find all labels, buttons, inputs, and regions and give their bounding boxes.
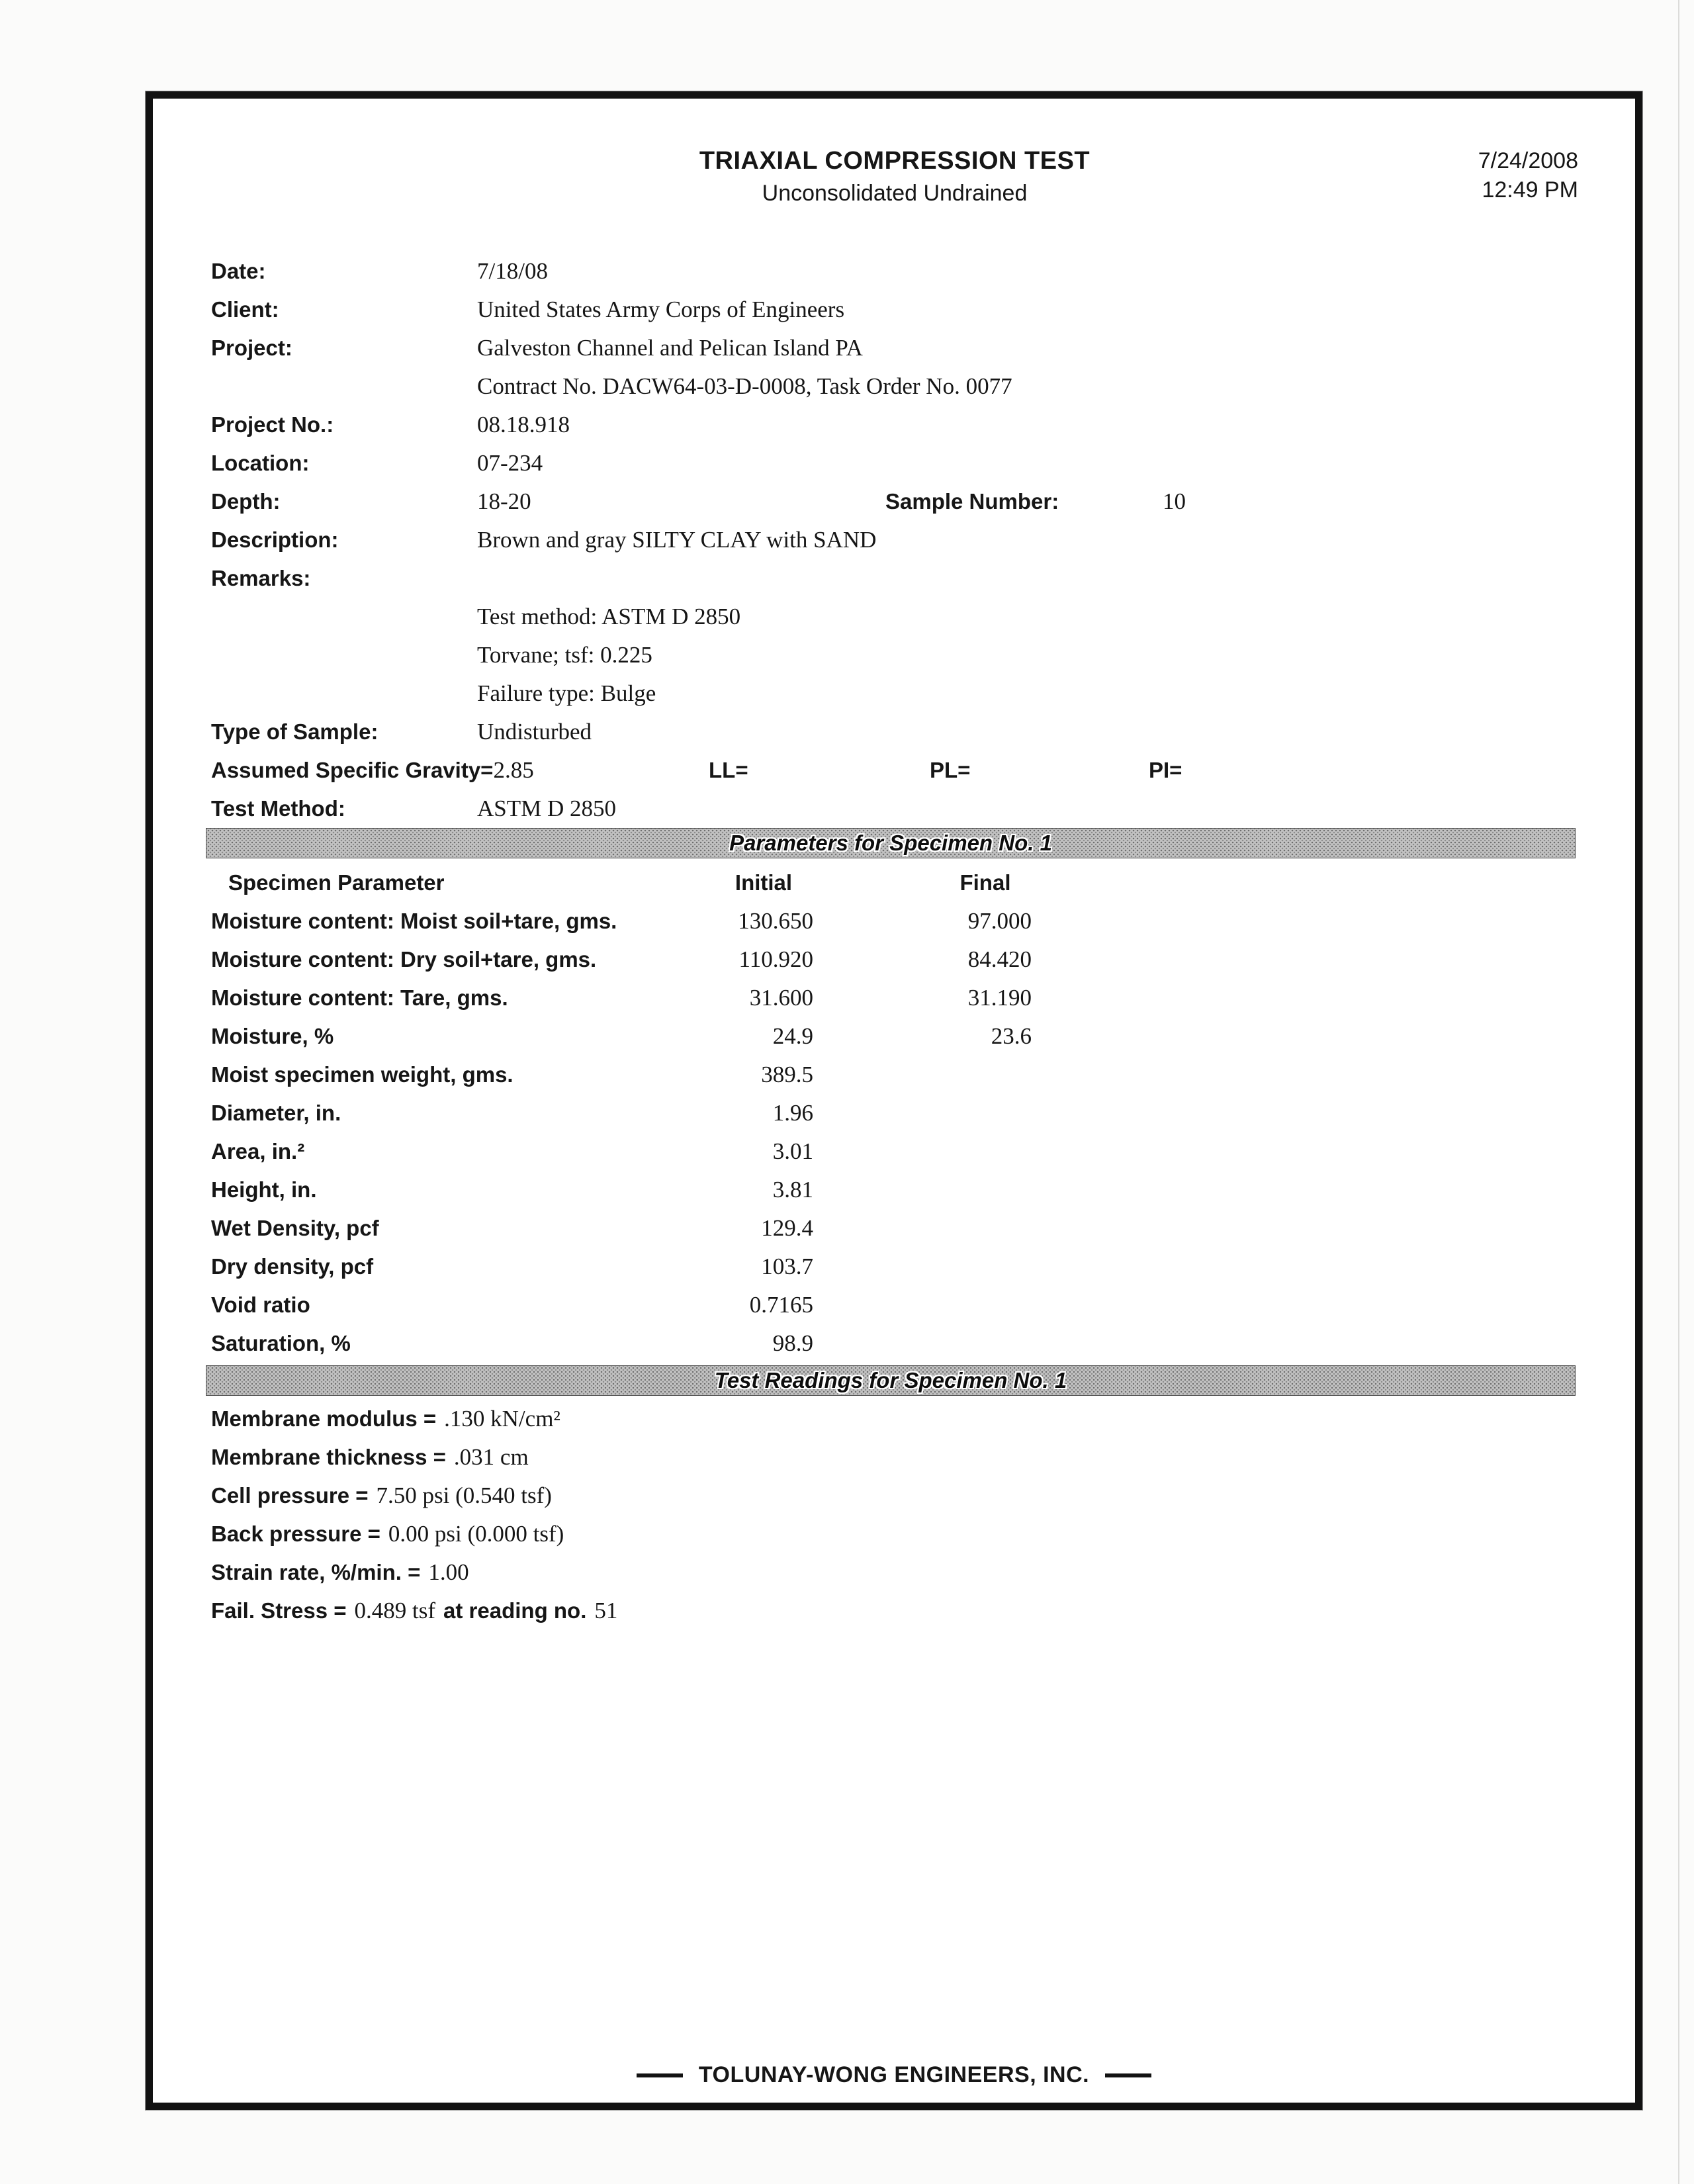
print-date: 7/24/2008 xyxy=(1478,148,1578,173)
field-label-client: Client: xyxy=(211,297,279,322)
param-initial: 103.7 xyxy=(761,1253,813,1279)
param-final: 84.420 xyxy=(967,946,1032,972)
param-initial: 130.650 xyxy=(738,908,813,934)
reading-line xyxy=(211,1592,1578,1630)
field-label-ll: LL= xyxy=(709,758,748,782)
param-initial: 0.7165 xyxy=(749,1292,813,1318)
field-value-project-no: 08.18.918 xyxy=(477,412,570,437)
field-label-sample-number: Sample Number: xyxy=(885,489,1059,514)
param-initial: 110.920 xyxy=(738,946,813,972)
table-row xyxy=(211,940,1578,979)
reading-value: 0.00 psi (0.000 tsf) xyxy=(388,1521,564,1547)
table-row xyxy=(211,1324,1578,1363)
param-name: Moisture content: Moist soil+tare, gms. xyxy=(211,909,617,933)
field-label-type-of-sample: Type of Sample: xyxy=(211,719,379,744)
field-value-project: Galveston Channel and Pelican Island PA xyxy=(477,335,863,361)
field-label-date: Date: xyxy=(211,259,266,283)
table-row xyxy=(211,902,1578,940)
table-row xyxy=(211,1132,1578,1171)
table-row xyxy=(211,1017,1578,1056)
field-label-pl: PL= xyxy=(930,758,971,782)
reading-value: .130 kN/cm² xyxy=(444,1406,560,1432)
field-label-project: Project: xyxy=(211,336,292,360)
field-label-description: Description: xyxy=(211,527,339,552)
reading-value: 0.489 tsf xyxy=(354,1598,436,1623)
field-label-location: Location: xyxy=(211,451,310,475)
info-row-failure-note xyxy=(211,674,1578,713)
reading-label: Membrane modulus = xyxy=(211,1406,437,1431)
reading-label: Membrane thickness = xyxy=(211,1445,446,1469)
field-value-depth: 18-20 xyxy=(477,488,531,514)
reading-value: 7.50 psi (0.540 tsf) xyxy=(376,1482,552,1508)
table-row xyxy=(211,1286,1578,1324)
param-name: Moist specimen weight, gms. xyxy=(211,1062,513,1087)
info-row-location xyxy=(211,444,1578,482)
field-value-test-method: ASTM D 2850 xyxy=(477,796,617,821)
param-name: Wet Density, pcf xyxy=(211,1216,379,1240)
param-name: Saturation, % xyxy=(211,1331,351,1355)
reading-value-secondary: 51 xyxy=(594,1598,618,1623)
param-final: 31.190 xyxy=(967,985,1032,1011)
note-failure-type: Failure type: Bulge xyxy=(477,680,656,706)
param-initial: 3.01 xyxy=(772,1138,813,1164)
field-value-date: 7/18/08 xyxy=(477,258,548,284)
parameters-table xyxy=(211,864,1578,1363)
column-header-parameter: Specimen Parameter xyxy=(228,870,445,895)
param-initial: 3.81 xyxy=(772,1177,813,1203)
info-row-project-no xyxy=(211,406,1578,444)
section-title-test-readings: Test Readings for Specimen No. 1 xyxy=(714,1368,1067,1392)
field-label-pi: PI= xyxy=(1149,758,1182,782)
footer-rule-left xyxy=(637,2073,683,2077)
field-value-contract: Contract No. DACW64-03-D-0008, Task Order No. 0077 xyxy=(477,373,1012,399)
note-torvane: Torvane; tsf: 0.225 xyxy=(477,642,652,668)
reading-label: Cell pressure = xyxy=(211,1483,369,1508)
info-row-project xyxy=(211,329,1578,367)
param-name: Moisture content: Dry soil+tare, gms. xyxy=(211,947,597,972)
param-name: Moisture content: Tare, gms. xyxy=(211,985,508,1010)
report-footer xyxy=(153,2062,1635,2088)
field-label-project-no: Project No.: xyxy=(211,412,334,437)
note-test-method: Test method: ASTM D 2850 xyxy=(477,604,741,629)
info-row-client xyxy=(211,291,1578,329)
param-final: 97.000 xyxy=(967,908,1032,934)
report-header xyxy=(211,146,1578,207)
reading-value: .031 cm xyxy=(453,1444,529,1470)
section-header-parameters xyxy=(206,828,1576,858)
info-row-test-method-note xyxy=(211,598,1578,636)
company-name: TOLUNAY-WONG ENGINEERS, INC. xyxy=(698,2062,1090,2087)
param-name: Height, in. xyxy=(211,1177,317,1202)
field-label-specific-gravity: Assumed Specific Gravity= xyxy=(211,758,494,782)
section-header-test-readings xyxy=(206,1365,1576,1396)
param-name: Void ratio xyxy=(211,1293,310,1317)
param-name: Area, in.² xyxy=(211,1139,305,1163)
field-label-remarks: Remarks: xyxy=(211,566,311,590)
info-row-date xyxy=(211,252,1578,291)
field-value-client: United States Army Corps of Engineers xyxy=(477,296,845,322)
print-time: 12:49 PM xyxy=(1482,177,1578,203)
info-row-depth xyxy=(211,482,1578,521)
reading-line xyxy=(211,1438,1578,1477)
param-initial: 389.5 xyxy=(761,1062,813,1087)
info-row-project-contract xyxy=(211,367,1578,406)
table-row xyxy=(211,1209,1578,1248)
info-section xyxy=(211,252,1578,828)
param-name: Diameter, in. xyxy=(211,1101,341,1125)
param-initial: 129.4 xyxy=(761,1215,813,1241)
field-value-sample-number: 10 xyxy=(1163,488,1186,514)
param-initial: 1.96 xyxy=(772,1100,813,1126)
info-row-specific-gravity xyxy=(211,751,1578,790)
table-row xyxy=(211,1248,1578,1286)
table-row xyxy=(211,1056,1578,1094)
field-value-specific-gravity: 2.85 xyxy=(493,757,534,783)
field-value-description: Brown and gray SILTY CLAY with SAND xyxy=(477,527,877,553)
scan-artifact-line xyxy=(1678,0,1679,2184)
table-row xyxy=(211,979,1578,1017)
reading-line xyxy=(211,1515,1578,1553)
section-title-parameters: Parameters for Specimen No. 1 xyxy=(729,831,1052,855)
info-row-test-method xyxy=(211,790,1578,828)
table-row xyxy=(211,1094,1578,1132)
param-initial: 98.9 xyxy=(772,1330,813,1356)
page-title: TRIAXIAL COMPRESSION TEST xyxy=(699,147,1091,175)
footer-rule-right xyxy=(1105,2073,1151,2077)
page-subtitle: Unconsolidated Undrained xyxy=(762,181,1028,206)
field-value-location: 07-234 xyxy=(477,450,543,476)
info-row-type-of-sample xyxy=(211,713,1578,751)
info-row-remarks xyxy=(211,559,1578,598)
info-row-description xyxy=(211,521,1578,559)
reading-label: Fail. Stress = xyxy=(211,1598,347,1623)
param-initial: 24.9 xyxy=(772,1023,813,1049)
param-name: Moisture, % xyxy=(211,1024,334,1048)
param-name: Dry density, pcf xyxy=(211,1254,374,1279)
reading-label: Strain rate, %/min. = xyxy=(211,1560,421,1584)
reading-value: 1.00 xyxy=(428,1559,469,1585)
test-readings-section xyxy=(211,1400,1578,1630)
param-final: 23.6 xyxy=(991,1023,1032,1049)
field-value-type-of-sample: Undisturbed xyxy=(477,719,592,745)
field-label-test-method: Test Method: xyxy=(211,796,345,821)
table-row xyxy=(211,1171,1578,1209)
report-page xyxy=(146,91,1642,2110)
info-row-torvane-note xyxy=(211,636,1578,674)
column-header-final: Final xyxy=(959,870,1011,895)
field-label-depth: Depth: xyxy=(211,489,281,514)
reading-line xyxy=(211,1553,1578,1592)
reading-line xyxy=(211,1477,1578,1515)
reading-line xyxy=(211,1400,1578,1438)
parameters-table-header xyxy=(211,864,1578,902)
column-header-initial: Initial xyxy=(735,870,793,895)
print-datetime xyxy=(1478,146,1578,205)
report-content xyxy=(153,99,1635,2103)
param-initial: 31.600 xyxy=(749,985,813,1011)
reading-label: Back pressure = xyxy=(211,1522,380,1546)
reading-label-secondary: at reading no. xyxy=(443,1598,587,1623)
